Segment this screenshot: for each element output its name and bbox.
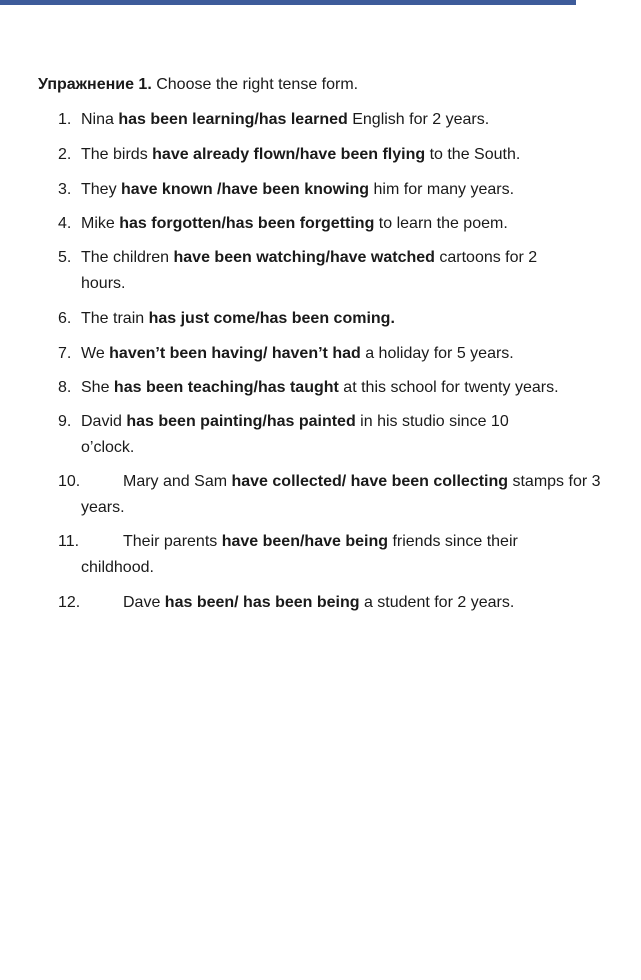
- item-choice: have collected/ have been collecting: [231, 473, 509, 490]
- item-text-pre: They: [81, 181, 122, 198]
- item-choice: have been/have being: [221, 533, 388, 550]
- item-text-pre: Mike: [81, 215, 120, 232]
- item-text: [81, 341, 601, 367]
- item-number: 2.: [58, 146, 72, 163]
- item-choice: have been watching/have watched: [173, 249, 435, 266]
- item-text-post: at this school for twenty years.: [338, 379, 559, 396]
- item-text-post: a holiday for 5 years.: [360, 345, 514, 362]
- item-number: 12.: [58, 594, 81, 611]
- item-number: 9.: [58, 413, 72, 430]
- item-number: 8.: [58, 379, 72, 396]
- item-text-pre: She: [81, 379, 114, 396]
- item-choice: haven’t been having/ haven’t had: [109, 345, 361, 362]
- item-number: 5.: [58, 249, 72, 266]
- item-text-pre: The children: [81, 249, 174, 266]
- item-text-pre: Mary and Sam: [123, 473, 232, 490]
- item-text-pre: The train: [81, 310, 149, 327]
- exercise-heading: [38, 74, 358, 96]
- item-text-post: to the South.: [425, 146, 521, 163]
- item-text: [81, 590, 601, 616]
- item-number: 11.: [58, 533, 80, 550]
- item-text-post: to learn the poem.: [374, 215, 508, 232]
- item-choice: has been painting/has painted: [126, 413, 356, 430]
- item-text-post: him for many years.: [369, 181, 515, 198]
- item-text: [81, 177, 601, 203]
- item-text: [81, 469, 641, 521]
- item-text-pre: Their parents: [123, 533, 222, 550]
- item-text: [81, 211, 601, 237]
- item-text-post: stamps for 3 years.: [81, 473, 601, 516]
- item-text-post: cartoons for 2 hours.: [81, 249, 538, 292]
- item-text-pre: The birds: [81, 146, 153, 163]
- item-text: [81, 306, 601, 332]
- item-number: 4.: [58, 215, 72, 232]
- item-number: 10.: [58, 473, 81, 490]
- item-choice: has been learning/has learned: [118, 111, 348, 128]
- item-number: 6.: [58, 310, 72, 327]
- item-text-pre: We: [81, 345, 110, 362]
- item-text: [81, 107, 601, 133]
- item-text: [81, 375, 601, 401]
- item-text-post: in his studio since 10 o’clock.: [81, 413, 509, 456]
- item-choice: has been teaching/has taught: [113, 379, 339, 396]
- item-choice: has forgotten/has been forgetting: [119, 215, 375, 232]
- item-text: [81, 142, 601, 168]
- item-choice: has just come/has been coming.: [148, 310, 395, 327]
- exercise-label: Упражнение 1.: [38, 76, 152, 93]
- item-text-post: friends since their childhood.: [81, 533, 518, 576]
- item-text-pre: David: [81, 413, 127, 430]
- item-text-post: English for 2 years.: [347, 111, 490, 128]
- item-text-pre: Dave: [123, 594, 165, 611]
- item-text-post: a student for 2 years.: [359, 594, 515, 611]
- item-text: [81, 529, 561, 581]
- item-number: 3.: [58, 181, 72, 198]
- item-text: [81, 409, 551, 461]
- item-choice: has been/ has been being: [164, 594, 360, 611]
- item-choice: have already flown/have been flying: [152, 146, 426, 163]
- item-choice: have known /have been knowing: [121, 181, 370, 198]
- item-text-pre: Nina: [81, 111, 119, 128]
- item-number: 7.: [58, 345, 72, 362]
- item-text: [81, 245, 581, 297]
- exercise-instruction: Choose the right tense form.: [151, 76, 359, 93]
- item-number: 1.: [58, 111, 72, 128]
